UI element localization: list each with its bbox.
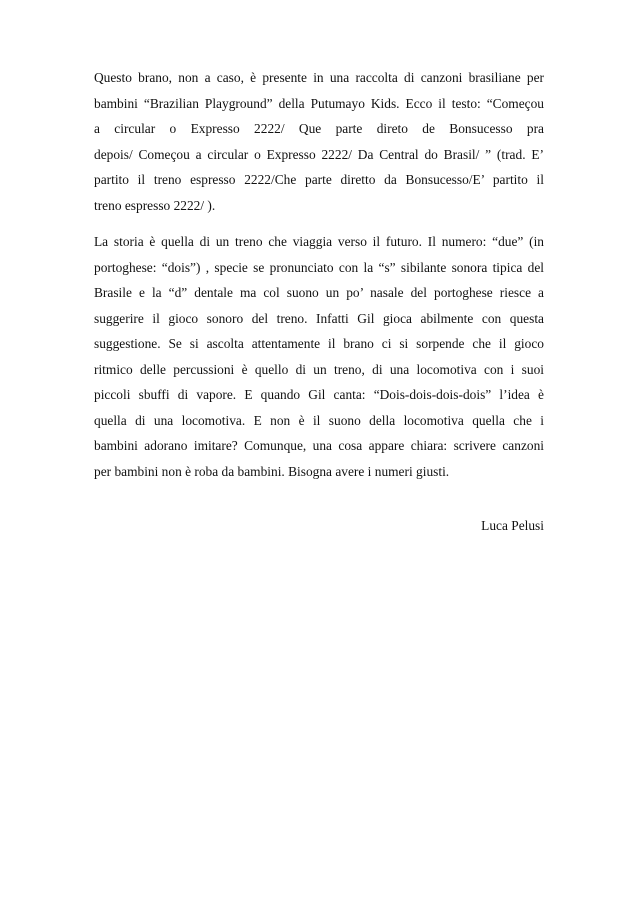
text-line: treno espresso 2222/ ). [94, 197, 216, 213]
text-line: suggerire il gioco sonoro del treno. Infatti Gil gioca abilmente con questa [94, 310, 544, 326]
text-line: quella di una locomotiva. E non è il suono della locomotiva quella che i [94, 412, 544, 428]
text-line: bambini “Brazilian Playground” della Putumayo Kids. Ecco il testo: “Começou [94, 95, 544, 111]
text-line: suggestione. Se si ascolta attentamente il brano ci si sorpende che il gioco [94, 336, 544, 351]
text-line: Questo brano, non a caso, è presente in una raccolta di canzoni brasiliane per [94, 70, 544, 85]
text-line: portoghese: “dois”) , specie se pronunciato con la “s” sibilante sonora tipica del [94, 259, 544, 275]
text-line: La storia è quella di un treno che viaggia verso il futuro. Il numero: “due” (in [94, 234, 544, 249]
text-line: depois/ Começou a circular o Expresso 2222/ Da Central do Brasil/ ” (trad. E’ [94, 146, 544, 162]
paragraph-lyrics [94, 65, 544, 218]
paragraph-story [94, 229, 544, 484]
text-line: bambini adorano imitare? Comunque, una cosa appare chiara: scrivere canzoni [94, 438, 544, 453]
text-line: partito il treno espresso 2222/Che parte diretto da Bonsucesso/E’ partito il [94, 172, 544, 187]
text-line: a circular o Expresso 2222/ Que parte direto de Bonsucesso pra [94, 121, 544, 136]
text-line: piccoli sbuffi di vapore. E quando Gil canta: “Dois-dois-dois-dois” l’idea è [94, 387, 544, 402]
author-signature: Luca Pelusi [481, 518, 544, 533]
text-line: ritmico delle percussioni è quello di un treno, di una locomotiva con i suoi [94, 361, 544, 377]
text-line: Brasile e la “d” dentale ma col suono un po’ nasale del portoghese riesce a [94, 285, 544, 300]
text-line: per bambini non è roba da bambini. Bisogna avere i numeri giusti. [94, 463, 450, 479]
